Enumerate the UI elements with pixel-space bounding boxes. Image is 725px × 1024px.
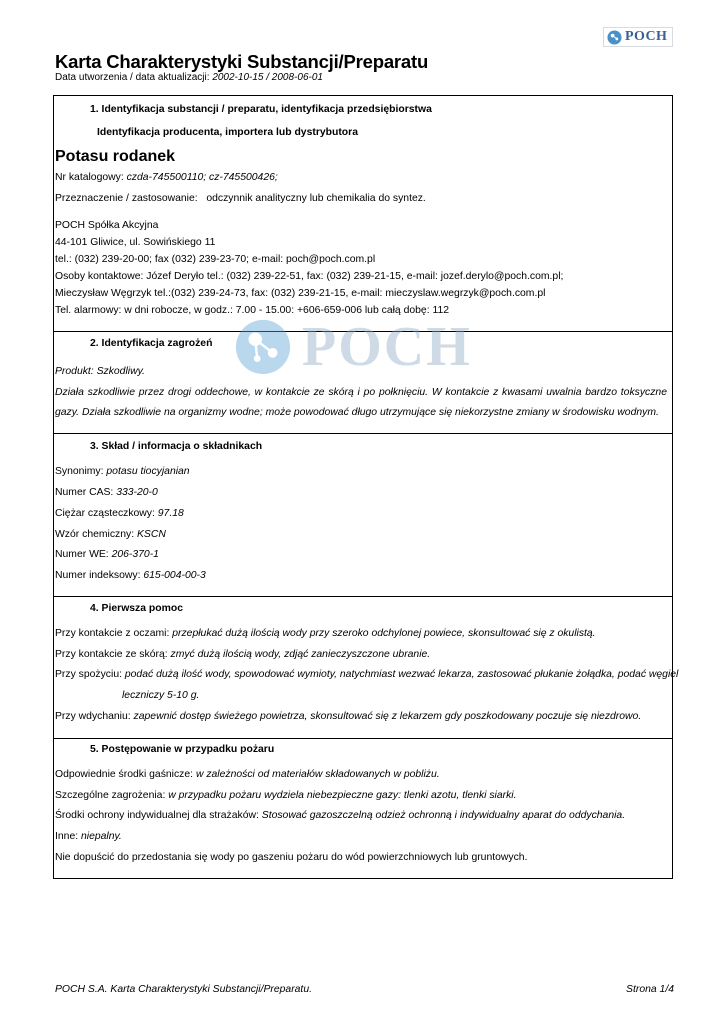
section-divider [54,331,672,332]
ingestion-value: podać dużą ilość wody, spowodować wymioty, natychmiast wezwać lekarza, zastosować płukanie żołądka, podać węgiel [124,669,679,680]
eyes-value: przepłukać dużą ilością wody przy szeroko odchylonej powiece, skonsultować się z okulistą. [172,628,596,639]
contact-person-2: Mieczysław Węgrzyk tel.:(032) 239-24-73, fax: (032) 239-21-15, e-mail: mieczyslaw.wegrzyk@poch.com.pl [55,288,546,299]
document-title: Karta Charakterystyki Substancji/Preparatu [55,51,429,72]
formula-label: Wzór chemiczny: [55,529,137,540]
catalog-value: czda-745500110; cz-745500426; [126,172,278,183]
water-runoff-note: Nie dopuścić do przedostania się wody po gaszeniu pożaru do wód powierzchniowych lub gruntowych. [55,852,528,863]
hazards-value: w przypadku pożaru wydziela niebezpieczne gazy: tlenki azotu, tlenki siarki. [168,790,517,801]
company-name: POCH Spółka Akcyjna [55,220,159,231]
synonyms [55,465,190,479]
first-aid-eyes [55,627,596,641]
section-1-subheading: Identyfikacja producenta, importera lub dystrybutora [97,127,358,138]
watermark-text: POCH [302,316,472,378]
section-5-heading: 5. Postępowanie w przypadku pożaru [90,744,275,755]
we-label: Numer WE: [55,549,112,560]
catalog-label: Nr katalogowy: [55,172,127,183]
synonyms-value: potasu tiocyjanian [106,466,190,477]
inhalation-value: zapewnić dostęp świeżego powietrza, skonsultować się z lekarzem gdy poszkodowany poczuje się niezdrowo. [133,711,642,722]
skin-label: Przy kontakcie ze skórą: [55,649,171,660]
first-aid-ingestion [55,668,678,682]
eyes-label: Przy kontakcie z oczami: [55,628,173,639]
use-label: Przeznaczenie / zastosowanie: [55,193,198,204]
ingestion-label: Przy spożyciu: [55,669,125,680]
product-classification: Produkt: Szkodliwy. [55,366,145,377]
document-dates [55,72,323,83]
mass-label: Ciężar cząsteczkowy: [55,508,158,519]
use-value: odczynnik analityczny lub chemikalia do syntez. [206,193,426,204]
poch-globe-icon [607,30,622,45]
other-label: Inne: [55,831,81,842]
cas-value: 333-20-0 [116,487,158,498]
section-2-heading: 2. Identyfikacja zagrożeń [90,338,213,349]
first-aid-inhalation [55,710,641,724]
intended-use [55,192,426,206]
extinguish-value: w zależności od materiałów składowanych w pobliżu. [195,769,440,780]
logo-text: POCH [625,29,668,44]
section-divider [54,738,672,739]
first-aid-skin [55,648,430,662]
we-number [55,548,159,562]
section-divider [54,596,672,597]
ppe-value: Stosować gazoszczelną odzież ochronną i indywidualny aparat do oddychania. [261,810,626,821]
footer-document-name: POCH S.A. Karta Charakterystyki Substancji/Preparatu. [55,984,312,995]
contact-person-1: Osoby kontaktowe: Józef Deryło tel.: (032) 239-22-51, fax: (032) 239-21-15, e-mail: jozef.derylo@poch.com.pl; [55,271,564,282]
footer-page-number: Strona 1/4 [626,984,674,995]
first-aid-ingestion-cont: leczniczy 5-10 g. [122,690,200,701]
other-info [55,830,122,844]
cas-number [55,486,158,500]
we-value: 206-370-1 [111,549,159,560]
special-hazards [55,789,516,803]
dates-label: Data utworzenia / data aktualizacji: [55,72,213,83]
other-value: niepalny. [81,831,122,842]
product-name: Potasu rodanek [55,148,176,165]
dates-value: 2002-10-15 / 2008-06-01 [212,72,323,83]
emergency-phone: Tel. alarmowy: w dni robocze, w godz.: 7.00 - 15.00: +606-659-006 lub całą dobę: 112 [55,305,450,316]
hazard-description-line-2: gazy. Działa szkodliwie na organizmy wodne; może powodować długo utrzymujące się niekorzystne zmiany w środowisku wodnym. [55,407,659,418]
section-4-heading: 4. Pierwsza pomoc [90,603,183,614]
index-label: Numer indeksowy: [55,570,144,581]
synonyms-label: Synonimy: [55,466,107,477]
section-1-heading: 1. Identyfikacja substancji / preparatu, identyfikacja przedsiębiorstwa [90,104,432,115]
extinguish-label: Odpowiednie środki gaśnicze: [55,769,196,780]
cas-label: Numer CAS: [55,487,117,498]
mass-value: 97.18 [157,508,184,519]
company-address: 44-101 Gliwice, ul. Sowińskiego 11 [55,237,216,248]
firefighter-ppe [55,809,625,823]
index-value: 615-004-00-3 [143,570,206,581]
index-number [55,569,206,583]
catalog-number [55,171,278,185]
molecular-weight [55,507,184,521]
formula-value: KSCN [136,529,166,540]
ppe-label: Środki ochrony indywidualnej dla strażaków: [55,810,262,821]
chemical-formula [55,528,166,542]
section-divider [54,433,672,434]
skin-value: zmyć dużą ilością wody, zdjąć zanieczyszczone ubranie. [170,649,431,660]
hazards-label: Szczególne zagrożenia: [55,790,169,801]
company-logo [603,27,673,47]
company-contact: tel.: (032) 239-20-00; fax (032) 239-23-70; e-mail: poch@poch.com.pl [55,254,376,265]
hazard-description-line-1: Działa szkodliwie przez drogi oddechowe, w kontakcie ze skórą i po połknięciu. W kontakcie z kwasami uwalnia bardzo toksyczne [55,387,667,398]
extinguishing-media [55,768,440,782]
inhalation-label: Przy wdychaniu: [55,711,134,722]
section-3-heading: 3. Skład / informacja o składnikach [90,441,263,452]
